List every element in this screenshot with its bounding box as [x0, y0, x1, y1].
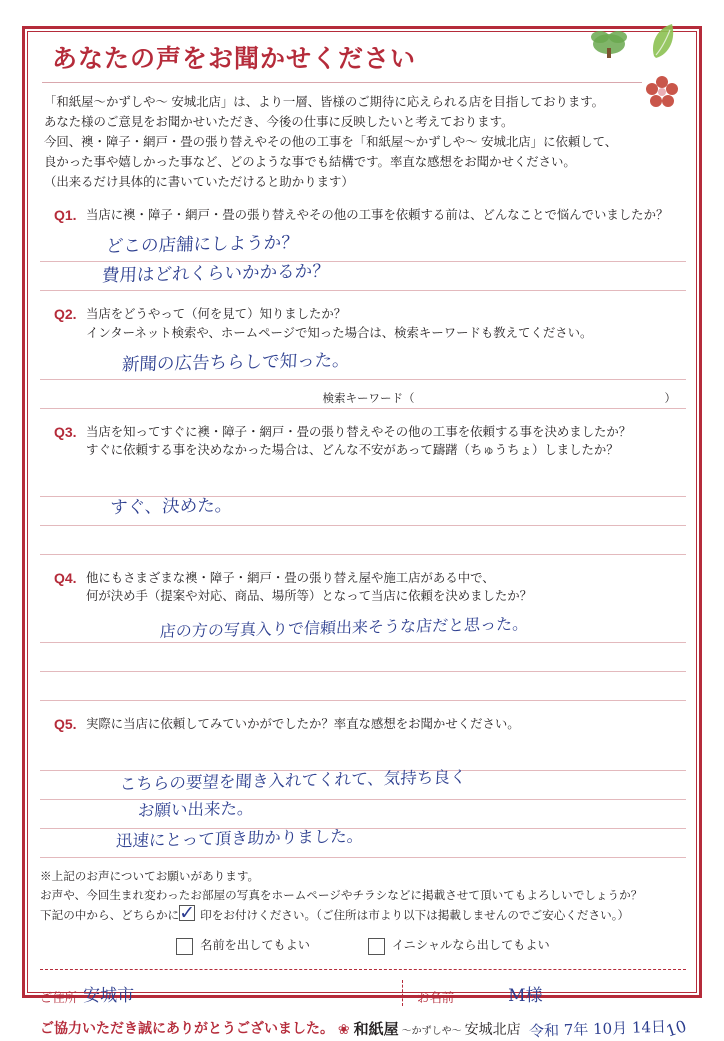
consent-option-name[interactable] [176, 936, 310, 954]
answer-line[interactable] [40, 262, 686, 291]
answer-line[interactable] [40, 800, 686, 829]
answer-line[interactable] [40, 672, 686, 701]
handwritten-answer-q3-line1: すぐ、決めた。 [109, 495, 233, 519]
handwritten-answer-q4-line1: 店の方の写真入りで信頼出来そうな店だと思った。 [159, 614, 529, 641]
question-text-q4 [86, 569, 532, 606]
consent-option-label: 名前を出してもよい [200, 938, 310, 953]
question-block-q2 [40, 305, 686, 408]
question-block-q3 [40, 423, 686, 555]
consent-option-label: イニシャルなら出してもよい [391, 938, 550, 953]
checkbox-name-allowed[interactable] [176, 938, 193, 955]
answer-line[interactable] [40, 826, 686, 858]
question-line: 当店に襖・障子・網戸・畳の張り替えやその他の工事を依頼する前は、どんなことで悩んでいましたか？ [86, 208, 669, 223]
handwritten-answer-q1-line2: 費用はどれくらいかかるか？ [101, 261, 331, 287]
question-label-q2: Q2. [54, 306, 77, 323]
intro-paragraph [44, 92, 686, 192]
intro-line: 良かった事や嬉しかった事など、どのような事でも結構です。率直な感想をお聞かせください。 [44, 155, 576, 170]
question-block-q4 [40, 569, 686, 701]
brand-block [337, 1015, 689, 1041]
title-divider [42, 82, 642, 83]
page-title: あなたの声をお聞かせください [52, 45, 417, 73]
checkbox-initial-allowed[interactable] [368, 938, 385, 955]
notes-line-prefix: 下記の中から、どちらかに [40, 909, 180, 923]
question-line: 他にもさまざまな襖・障子・網戸・畳の張り替え屋や施工店がある中で、 [86, 570, 495, 585]
question-line: 当店を知ってすぐに襖・障子・網戸・畳の張り替えやその他の工事を依頼する事を決めましたか？ [86, 424, 632, 439]
handwritten-date: 令和 7年 10月 14日 [528, 1017, 666, 1040]
question-text-q2 [86, 305, 592, 342]
consent-choices [40, 936, 686, 954]
handwritten-answer-q1-line1: どこの店舗にしようか？ [105, 233, 300, 258]
intro-line: 「和紙屋～かずしや～ 安城北店」は、より一層、皆様のご期待に応えられる店を目指しております。 [44, 95, 605, 109]
handwritten-answer-q5-line3: 迅速にとって頂き助かりました。 [115, 826, 364, 851]
handwritten-answer-q5-line1: こちらの要望を聞き入れてくれて、気持ち良く [119, 767, 467, 794]
question-label-q1: Q1. [54, 207, 77, 224]
answer-line[interactable] [40, 526, 686, 555]
answer-line[interactable] [40, 497, 686, 526]
question-line: すぐに依頼する事を決めなかった場合は、どんな不安があって躊躇（ちゅうちょ）しましたか？ [86, 443, 619, 458]
thanks-message: ご協力いただき誠にありがとうございました。 [40, 1020, 334, 1037]
question-text-q5 [86, 715, 520, 734]
notes-line-suffix: 印をお付けください。（ご住所は市より以下は掲載しませんのでご安心ください。） [200, 909, 630, 923]
answer-line[interactable] [40, 351, 686, 380]
answer-line[interactable] [40, 767, 686, 800]
publication-consent-notes [40, 868, 686, 926]
consent-option-initial[interactable] [368, 936, 550, 954]
question-text-q3 [86, 423, 631, 460]
plum-flower-icon: ❀ [337, 1020, 350, 1037]
answer-line[interactable] [40, 742, 686, 771]
question-block-q5 [40, 715, 686, 858]
brand-subtitle: ～かずしや～ [401, 1025, 462, 1037]
question-text-q1 [86, 206, 668, 225]
notes-heading: ※上記のお声についてお願いがあります。 [40, 869, 260, 883]
brand-shop: 安城北店 [464, 1020, 521, 1037]
fields-vertical-divider [402, 980, 403, 1006]
respondent-fields [40, 980, 686, 1006]
checkmark-sample-icon [179, 905, 195, 921]
search-keyword-label: 検索キーワード（ [322, 392, 415, 405]
brand-name: 和紙屋 [353, 1020, 399, 1038]
question-line: 実際に当店に依頼してみていかがでしたか？率直な感想をお聞かせください。 [86, 717, 520, 732]
question-line: インターネット検索や、ホームページで知った場合は、検索キーワードも教えてください。 [86, 325, 593, 340]
handwritten-stamp-number: 10 [663, 1015, 689, 1041]
answer-line-with-keyword[interactable] [40, 380, 686, 409]
question-label-q5: Q5. [54, 716, 77, 733]
answer-line[interactable] [40, 614, 686, 643]
name-value: M様 [508, 985, 543, 1006]
address-field[interactable] [40, 981, 402, 1006]
answer-line[interactable] [40, 468, 686, 497]
handwritten-answer-q5-line2: お願い出来た。 [137, 798, 255, 821]
footer-divider [40, 969, 686, 970]
intro-line: 今回、襖・障子・網戸・畳の張り替えやその他の工事を「和紙屋～かずしや～ 安城北店」に依頼して、 [44, 135, 618, 150]
name-field[interactable] [417, 981, 543, 1006]
answer-line[interactable] [40, 233, 686, 262]
address-label: ご住所 [40, 990, 78, 1005]
intro-line: あなた様のご意見をお聞かせいただき、今後の仕事に反映したいと考えております。 [44, 115, 514, 130]
handwritten-answer-q2-line1: 新聞の広告ちらしで知った。 [121, 350, 351, 375]
answer-line[interactable] [40, 643, 686, 672]
intro-line: （出来るだけ具体的に書いていただけると助かります） [44, 175, 354, 190]
question-line: 当店をどうやって（何を見て）知りましたか？ [86, 307, 347, 322]
name-label: お名前 [417, 990, 455, 1005]
search-keyword-field[interactable] [323, 390, 677, 406]
search-keyword-close: ） [664, 392, 676, 405]
question-line: 何が決め手（提案や対応、商品、場所等）となって当店に依頼を決めましたか？ [86, 589, 533, 604]
form-content [40, 42, 689, 1041]
question-block-q1 [40, 206, 686, 291]
address-value: 安城市 [83, 985, 135, 1006]
question-label-q4: Q4. [54, 569, 77, 586]
notes-line-with-check [40, 905, 686, 926]
notes-line: お声や、今回生まれ変わったお部屋の写真をホームページやチラシなどに掲載させて頂いてもよろしいでしょうか？ [40, 888, 643, 902]
footer-row [40, 1015, 689, 1041]
question-label-q3: Q3. [54, 423, 77, 440]
